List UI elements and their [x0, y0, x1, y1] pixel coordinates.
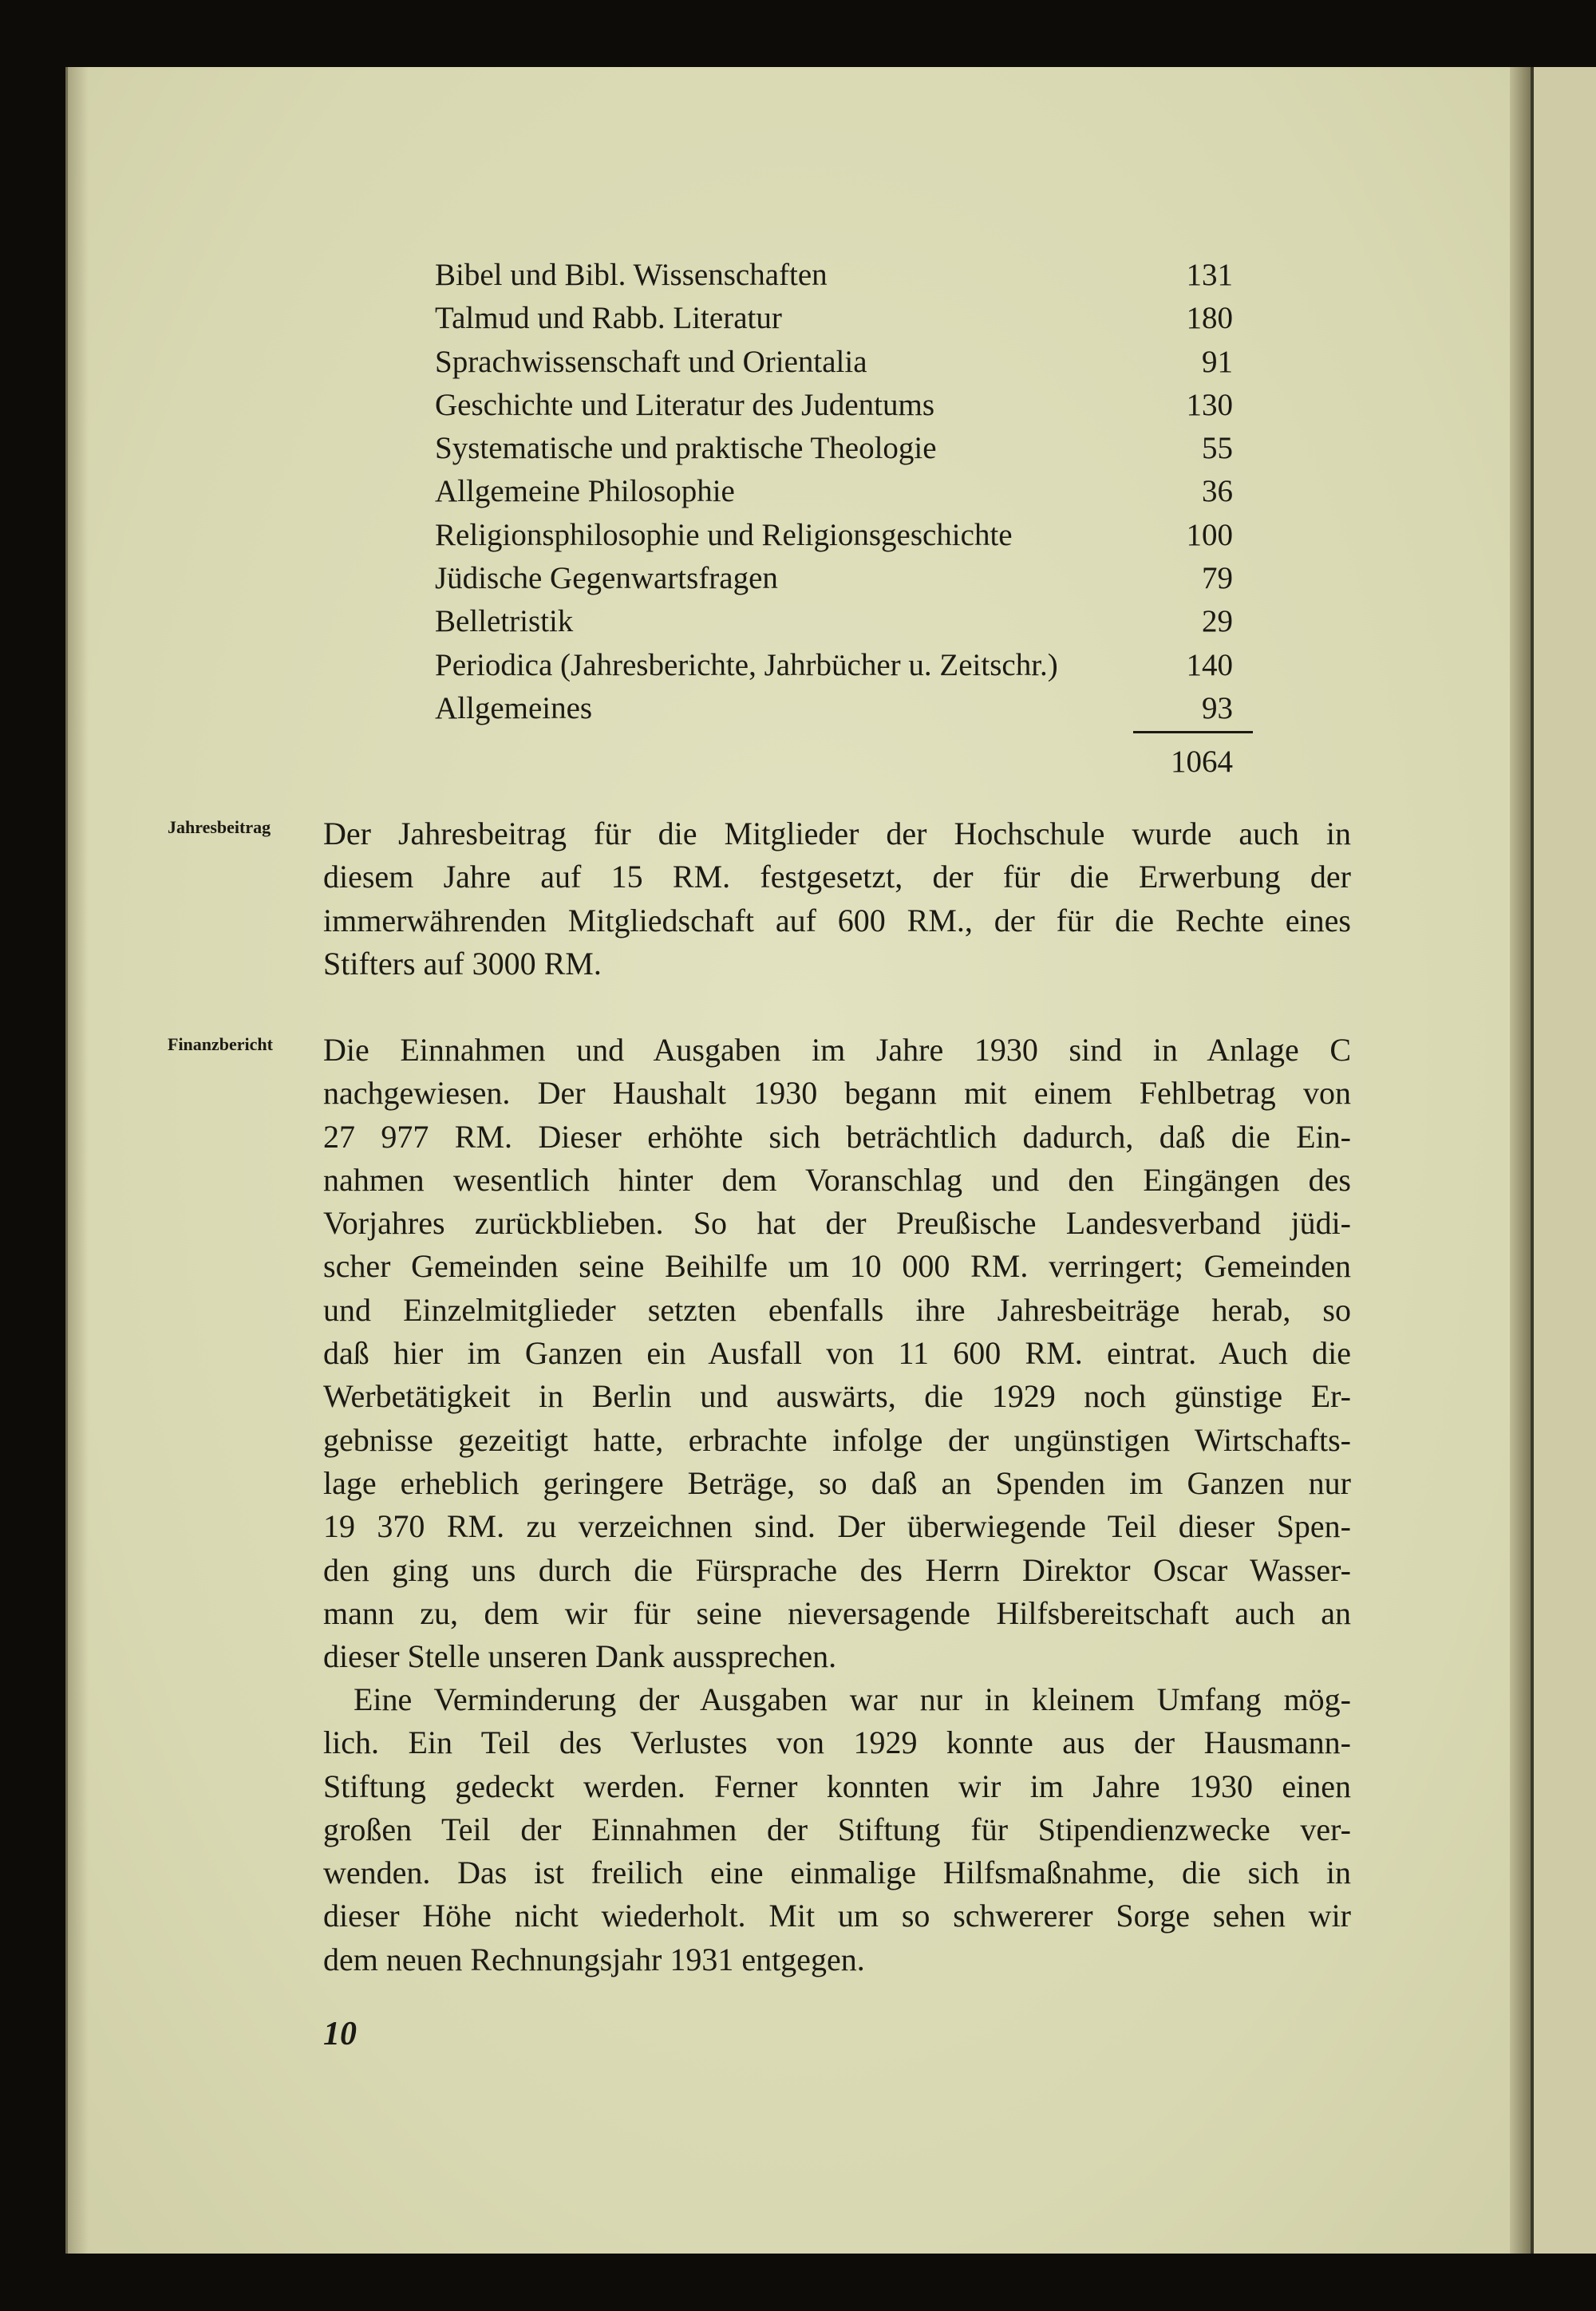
text-line: immerwährenden Mitgliedschaft auf 600 RM., der für die Rechte eines	[323, 902, 1351, 938]
table-row	[435, 384, 1233, 427]
row-label: Allgemeine Philosophie	[435, 474, 735, 509]
table-row	[435, 600, 1233, 643]
page-number: 10	[323, 2016, 357, 2052]
text-line: 19 370 RM. zu verzeichnen sind. Der überwiegende Teil dieser Spen-	[323, 1508, 1351, 1545]
row-label: Talmud und Rabb. Literatur	[435, 301, 782, 336]
row-label: Jüdische Gegenwartsfragen	[435, 561, 778, 596]
table-row	[435, 297, 1233, 340]
text-line: lage erheblich geringere Beträge, so daß an Spenden im Ganzen nur	[323, 1464, 1351, 1501]
row-label: Sprachwissenschaft und Orientalia	[435, 344, 867, 379]
table-total: 1064	[1171, 745, 1233, 779]
row-value: 29	[1202, 604, 1233, 639]
row-label: Periodica (Jahresberichte, Jahrbücher u. Zeitschr.)	[435, 647, 1058, 682]
row-value: 130	[1186, 387, 1233, 422]
row-label: Geschichte und Literatur des Judentums	[435, 387, 934, 422]
paragraph-finanzbericht-2	[323, 1678, 1351, 1981]
text-line: dem neuen Rechnungsjahr 1931 entgegen.	[323, 1941, 865, 1977]
paragraph-jahresbeitrag	[323, 812, 1351, 986]
margin-note-jahresbeitrag: Jahresbeitrag	[168, 817, 271, 837]
text-line: gebnisse gezeitigt hatte, erbrachte infolge der ungünstigen Wirtschafts-	[323, 1421, 1351, 1458]
text-line: dieser Höhe nicht wiederholt. Mit um so schwererer Sorge sehen wir	[323, 1898, 1351, 1934]
text-line: Der Jahresbeitrag für die Mitglieder der Hochschule wurde auch in	[323, 816, 1351, 851]
adjacent-page-edge	[1531, 67, 1596, 2254]
row-value: 180	[1186, 301, 1233, 336]
text-line: dieser Stelle unseren Dank aussprechen.	[323, 1638, 837, 1675]
text-line: nahmen wesentlich hinter dem Voranschlag und den Eingängen des	[323, 1161, 1351, 1198]
row-value: 93	[1202, 690, 1233, 725]
table-row	[435, 687, 1233, 730]
text-line: und Einzelmitglieder setzten ebenfalls ihre Jahresbeiträge herab, so	[323, 1291, 1351, 1328]
sum-rule	[1133, 731, 1253, 733]
acquisitions-table	[435, 254, 1233, 730]
row-label: Belletristik	[435, 604, 574, 639]
table-row	[435, 427, 1233, 470]
row-value: 79	[1202, 561, 1233, 596]
text-line: Vorjahres zurückblieben. So hat der Preußische Landesverband jüdi-	[323, 1205, 1351, 1242]
row-label: Bibel und Bibl. Wissenschaften	[435, 258, 828, 292]
table-row	[435, 341, 1233, 384]
table-row	[435, 557, 1233, 600]
row-label: Religionsphilosophie und Religionsgeschichte	[435, 517, 1013, 552]
text-line: den ging uns durch die Fürsprache des Herrn Direktor Oscar Wasser-	[323, 1551, 1351, 1588]
table-row	[435, 470, 1233, 513]
text-line: daß hier im Ganzen ein Ausfall von 11 600 RM. eintrat. Auch die	[323, 1335, 1351, 1372]
text-line: Stiftung gedeckt werden. Ferner konnten wir im Jahre 1930 einen	[323, 1768, 1351, 1804]
row-value: 100	[1186, 517, 1233, 552]
text-line: lich. Ein Teil des Verlustes von 1929 konnte aus der Hausmann-	[323, 1724, 1351, 1761]
text-line: diesem Jahre auf 15 RM. festgesetzt, der für die Erwerbung der	[323, 859, 1351, 895]
book-gutter	[1510, 67, 1531, 2254]
margin-note-finanzbericht: Finanzbericht	[168, 1034, 273, 1054]
text-line: großen Teil der Einnahmen der Stiftung für Stipendienzwecke ver-	[323, 1811, 1351, 1847]
row-value: 36	[1202, 474, 1233, 509]
row-value: 91	[1202, 344, 1233, 379]
table-row	[435, 254, 1233, 297]
text-line: Die Einnahmen und Ausgaben im Jahre 1930 sind in Anlage C	[323, 1032, 1351, 1068]
text-line: scher Gemeinden seine Beihilfe um 10 000 RM. verringert; Gemeinden	[323, 1248, 1351, 1285]
table-row	[435, 644, 1233, 687]
paragraph-finanzbericht	[323, 1029, 1351, 1678]
table-row	[435, 514, 1233, 557]
text-line: 27 977 RM. Dieser erhöhte sich beträchtlich dadurch, daß die Ein-	[323, 1118, 1351, 1155]
row-label: Systematische und praktische Theologie	[435, 431, 937, 466]
text-line: Eine Verminderung der Ausgaben war nur in kleinem Umfang mög-	[354, 1681, 1351, 1717]
row-value: 55	[1202, 431, 1233, 466]
text-line: Stifters auf 3000 RM.	[323, 945, 602, 982]
text-line: mann zu, dem wir für seine nieversagende Hilfsbereitschaft auch an	[323, 1594, 1351, 1631]
row-value: 131	[1186, 258, 1233, 292]
row-value: 140	[1186, 647, 1233, 682]
text-line: nachgewiesen. Der Haushalt 1930 begann mit einem Fehlbetrag von	[323, 1075, 1351, 1112]
text-line: Werbetätigkeit in Berlin und auswärts, die 1929 noch günstige Er-	[323, 1378, 1351, 1415]
text-line: wenden. Das ist freilich eine einmalige Hilfsmaßnahme, die sich in	[323, 1855, 1351, 1891]
row-label: Allgemeines	[435, 690, 593, 725]
